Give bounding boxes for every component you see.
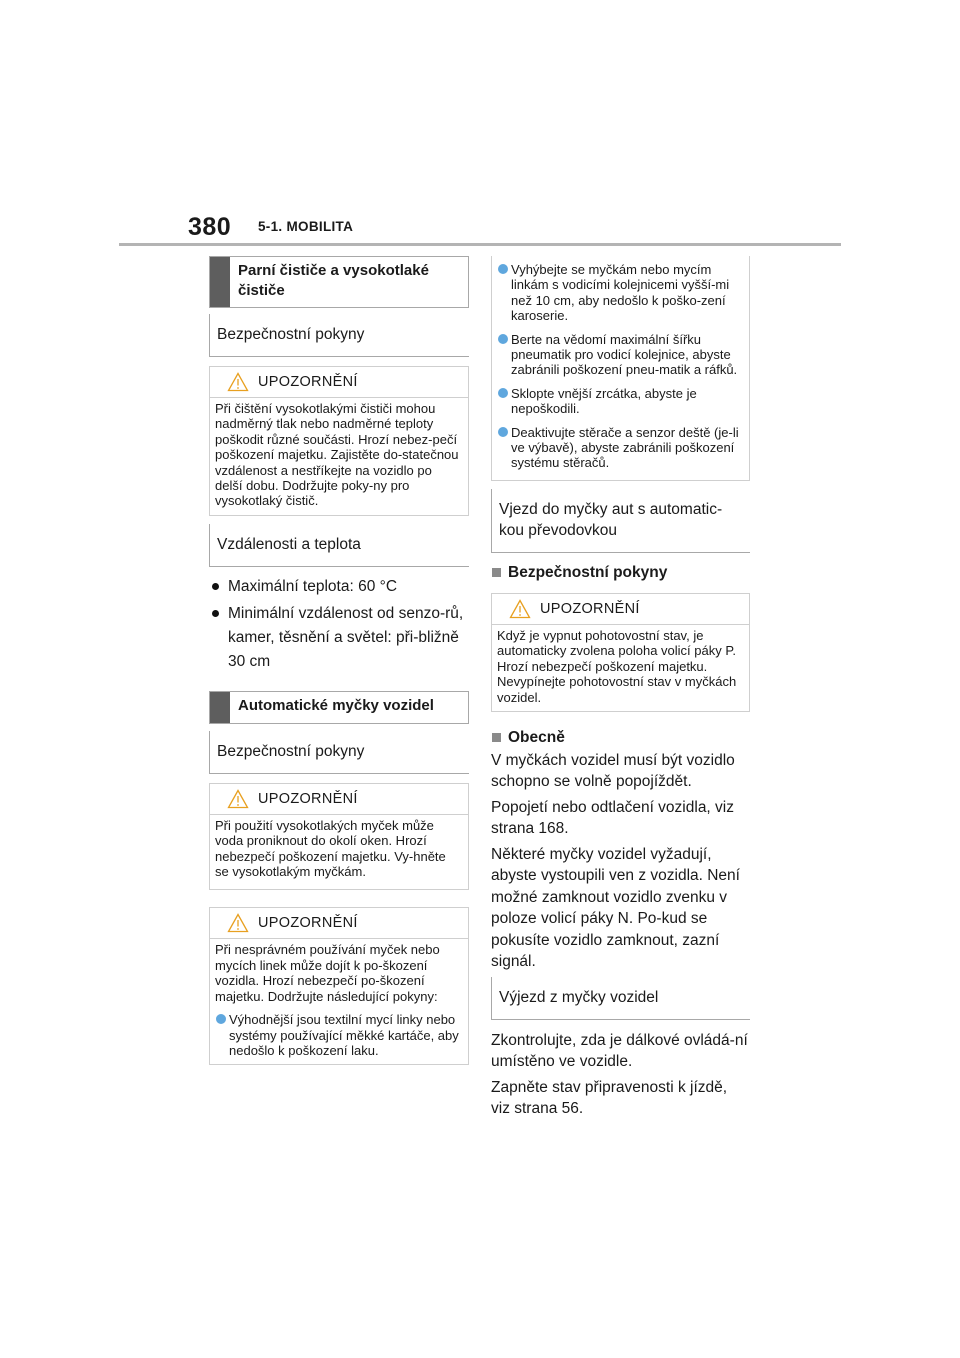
bullet-dot — [212, 610, 219, 617]
topic-title: Automatické myčky vozidel — [238, 697, 434, 715]
left-column — [209, 256, 469, 1065]
warning-triangle-icon — [227, 372, 249, 392]
list-item — [209, 575, 469, 598]
warning-text: Při nesprávném používání myček nebo mycích linek může dojít k po-škození vozidla. Hrozí nebezpečí po-škození majetku. Dodržujte následující pokyny: — [215, 942, 440, 1004]
warning-list-item-text: Berte na vědomí maximální šířku pneumatik pro vodicí kolejnice, abyste zabránili poškození pneu-matik a ráfků. — [511, 331, 738, 378]
warning-box — [491, 593, 750, 712]
subheading-safety-2: Bezpečnostní pokyny — [209, 731, 469, 774]
warning-body — [210, 939, 468, 1064]
subheading-entry: Vjezd do myčky aut s automatic-kou převodovkou — [491, 489, 750, 553]
body-text — [491, 1030, 750, 1120]
topic-title: Parní čističe a vysokotlaké čističe — [238, 262, 429, 299]
warning-box — [209, 907, 469, 1065]
blue-bullet — [216, 1014, 226, 1024]
section-title: 5-1. MOBILITA — [258, 219, 354, 234]
heading-safety — [491, 562, 750, 583]
header-divider — [119, 243, 841, 246]
paragraph: Zapněte stav připravenosti k jízdě, viz strana 56. — [491, 1078, 728, 1118]
square-bullet — [492, 568, 501, 577]
warning-triangle-icon — [227, 913, 249, 933]
topic-bar — [210, 257, 230, 307]
list-item-text: Maximální teplota: 60 °C — [228, 577, 398, 595]
list-item — [209, 602, 469, 674]
subheading-distances: Vzdálenosti a teplota — [209, 524, 469, 567]
warning-box — [209, 783, 469, 891]
topic-car-washes — [209, 691, 469, 724]
blue-bullet — [498, 264, 508, 274]
subheading-safety: Bezpečnostní pokyny — [209, 314, 469, 357]
warning-triangle-icon — [509, 599, 531, 619]
bullet-dot — [212, 583, 219, 590]
warning-label: UPOZORNĚNÍ — [258, 374, 358, 390]
blue-bullet — [498, 334, 508, 344]
body-text — [491, 750, 750, 973]
warning-list-item — [497, 386, 742, 417]
warning-header — [210, 784, 468, 815]
warning-list-item — [215, 1012, 461, 1058]
paragraph: V myčkách vozidel musí být vozidlo schopno se volně popojíždět. — [491, 751, 735, 791]
warning-text: Při čištění vysokotlakými čističi mohou nadměrný tlak nebo nadměrné teploty poškodit různé součásti. Hrozí nebez-pečí poškození majetku. Zajistěte do-statečnou vzdálenost a nestříkejte na vozidlo po delší dobu. Dodržujte poky-ny pro vysokotlaký čistič. — [215, 401, 459, 509]
warning-body — [210, 398, 468, 515]
paragraph: Popojetí nebo odtlačení vozidla, viz strana 168. — [491, 798, 734, 838]
warning-body — [492, 256, 749, 480]
warning-header — [492, 594, 749, 625]
warning-list-item-text: Vyhýbejte se myčkám nebo mycím linkám s vodicími kolejnicemi vyšší-mi než 10 cm, aby nedošlo k poško-zení karoserie. — [511, 262, 730, 324]
warning-list-item-text: Deaktivujte stěrače a senzor deště (je-li ve výbavě), abyste zabránili poškození systému stěračů. — [511, 424, 739, 471]
warning-box — [209, 366, 469, 516]
warning-header — [210, 908, 468, 939]
topic-steam-cleaners — [209, 256, 469, 308]
subheading-exit: Výjezd z myčky vozidel — [491, 977, 750, 1020]
bullet-list — [209, 575, 469, 674]
warning-body — [492, 625, 749, 711]
warning-list-item — [497, 332, 742, 378]
warning-label: UPOZORNĚNÍ — [540, 600, 640, 617]
warning-list-item — [497, 425, 742, 471]
paragraph: Některé myčky vozidel vyžadují, abyste vystoupili ven z vozidla. Není možné zamknout vozidlo zvenku v poloze volicí páky N. Po-kud se pokusíte vozidlo zamknout, zazní signál. — [491, 845, 740, 971]
blue-bullet — [498, 388, 508, 398]
warning-box-continued — [491, 256, 750, 481]
warning-triangle-icon — [227, 789, 249, 809]
topic-bar — [210, 692, 230, 723]
warning-list-item — [497, 262, 742, 324]
warning-text: Když je vypnut pohotovostní stav, je automaticky zvolena poloha volicí páky P. Hrozí nebezpečí poškození majetku. Nevypínejte pohotovostní stav v myčkách vozidel. — [497, 627, 737, 705]
square-bullet — [492, 733, 501, 742]
heading-general — [491, 727, 750, 748]
warning-header — [210, 367, 468, 398]
right-column — [491, 256, 750, 1124]
blue-bullet — [498, 427, 508, 437]
warning-list-item-text: Výhodnější jsou textilní mycí linky nebo systémy používající měkké kartáče, aby nedošlo k poškození laku. — [229, 1012, 459, 1058]
warning-label: UPOZORNĚNÍ — [258, 790, 358, 807]
page-number: 380 — [188, 213, 232, 241]
warning-body — [210, 815, 468, 890]
heading-text: Obecně — [508, 728, 565, 746]
heading-text: Bezpečnostní pokyny — [508, 563, 668, 581]
warning-text: Při použití vysokotlakých myček může voda proniknout do okolí oken. Hrozí nebezpečí poškození majetku. Vy-hněte se vysokotlakým myčkám. — [215, 817, 446, 880]
paragraph: Zkontrolujte, zda je dálkové ovládá-ní umístěno ve vozidle. — [491, 1031, 748, 1071]
warning-label: UPOZORNĚNÍ — [258, 915, 358, 932]
list-item-text: Minimální vzdálenost od senzo-rů, kamer, těsnění a světel: při-bližně 30 cm — [228, 604, 464, 670]
warning-list-item-text: Sklopte vnější zrcátka, abyste je nepoškodili. — [511, 385, 697, 417]
